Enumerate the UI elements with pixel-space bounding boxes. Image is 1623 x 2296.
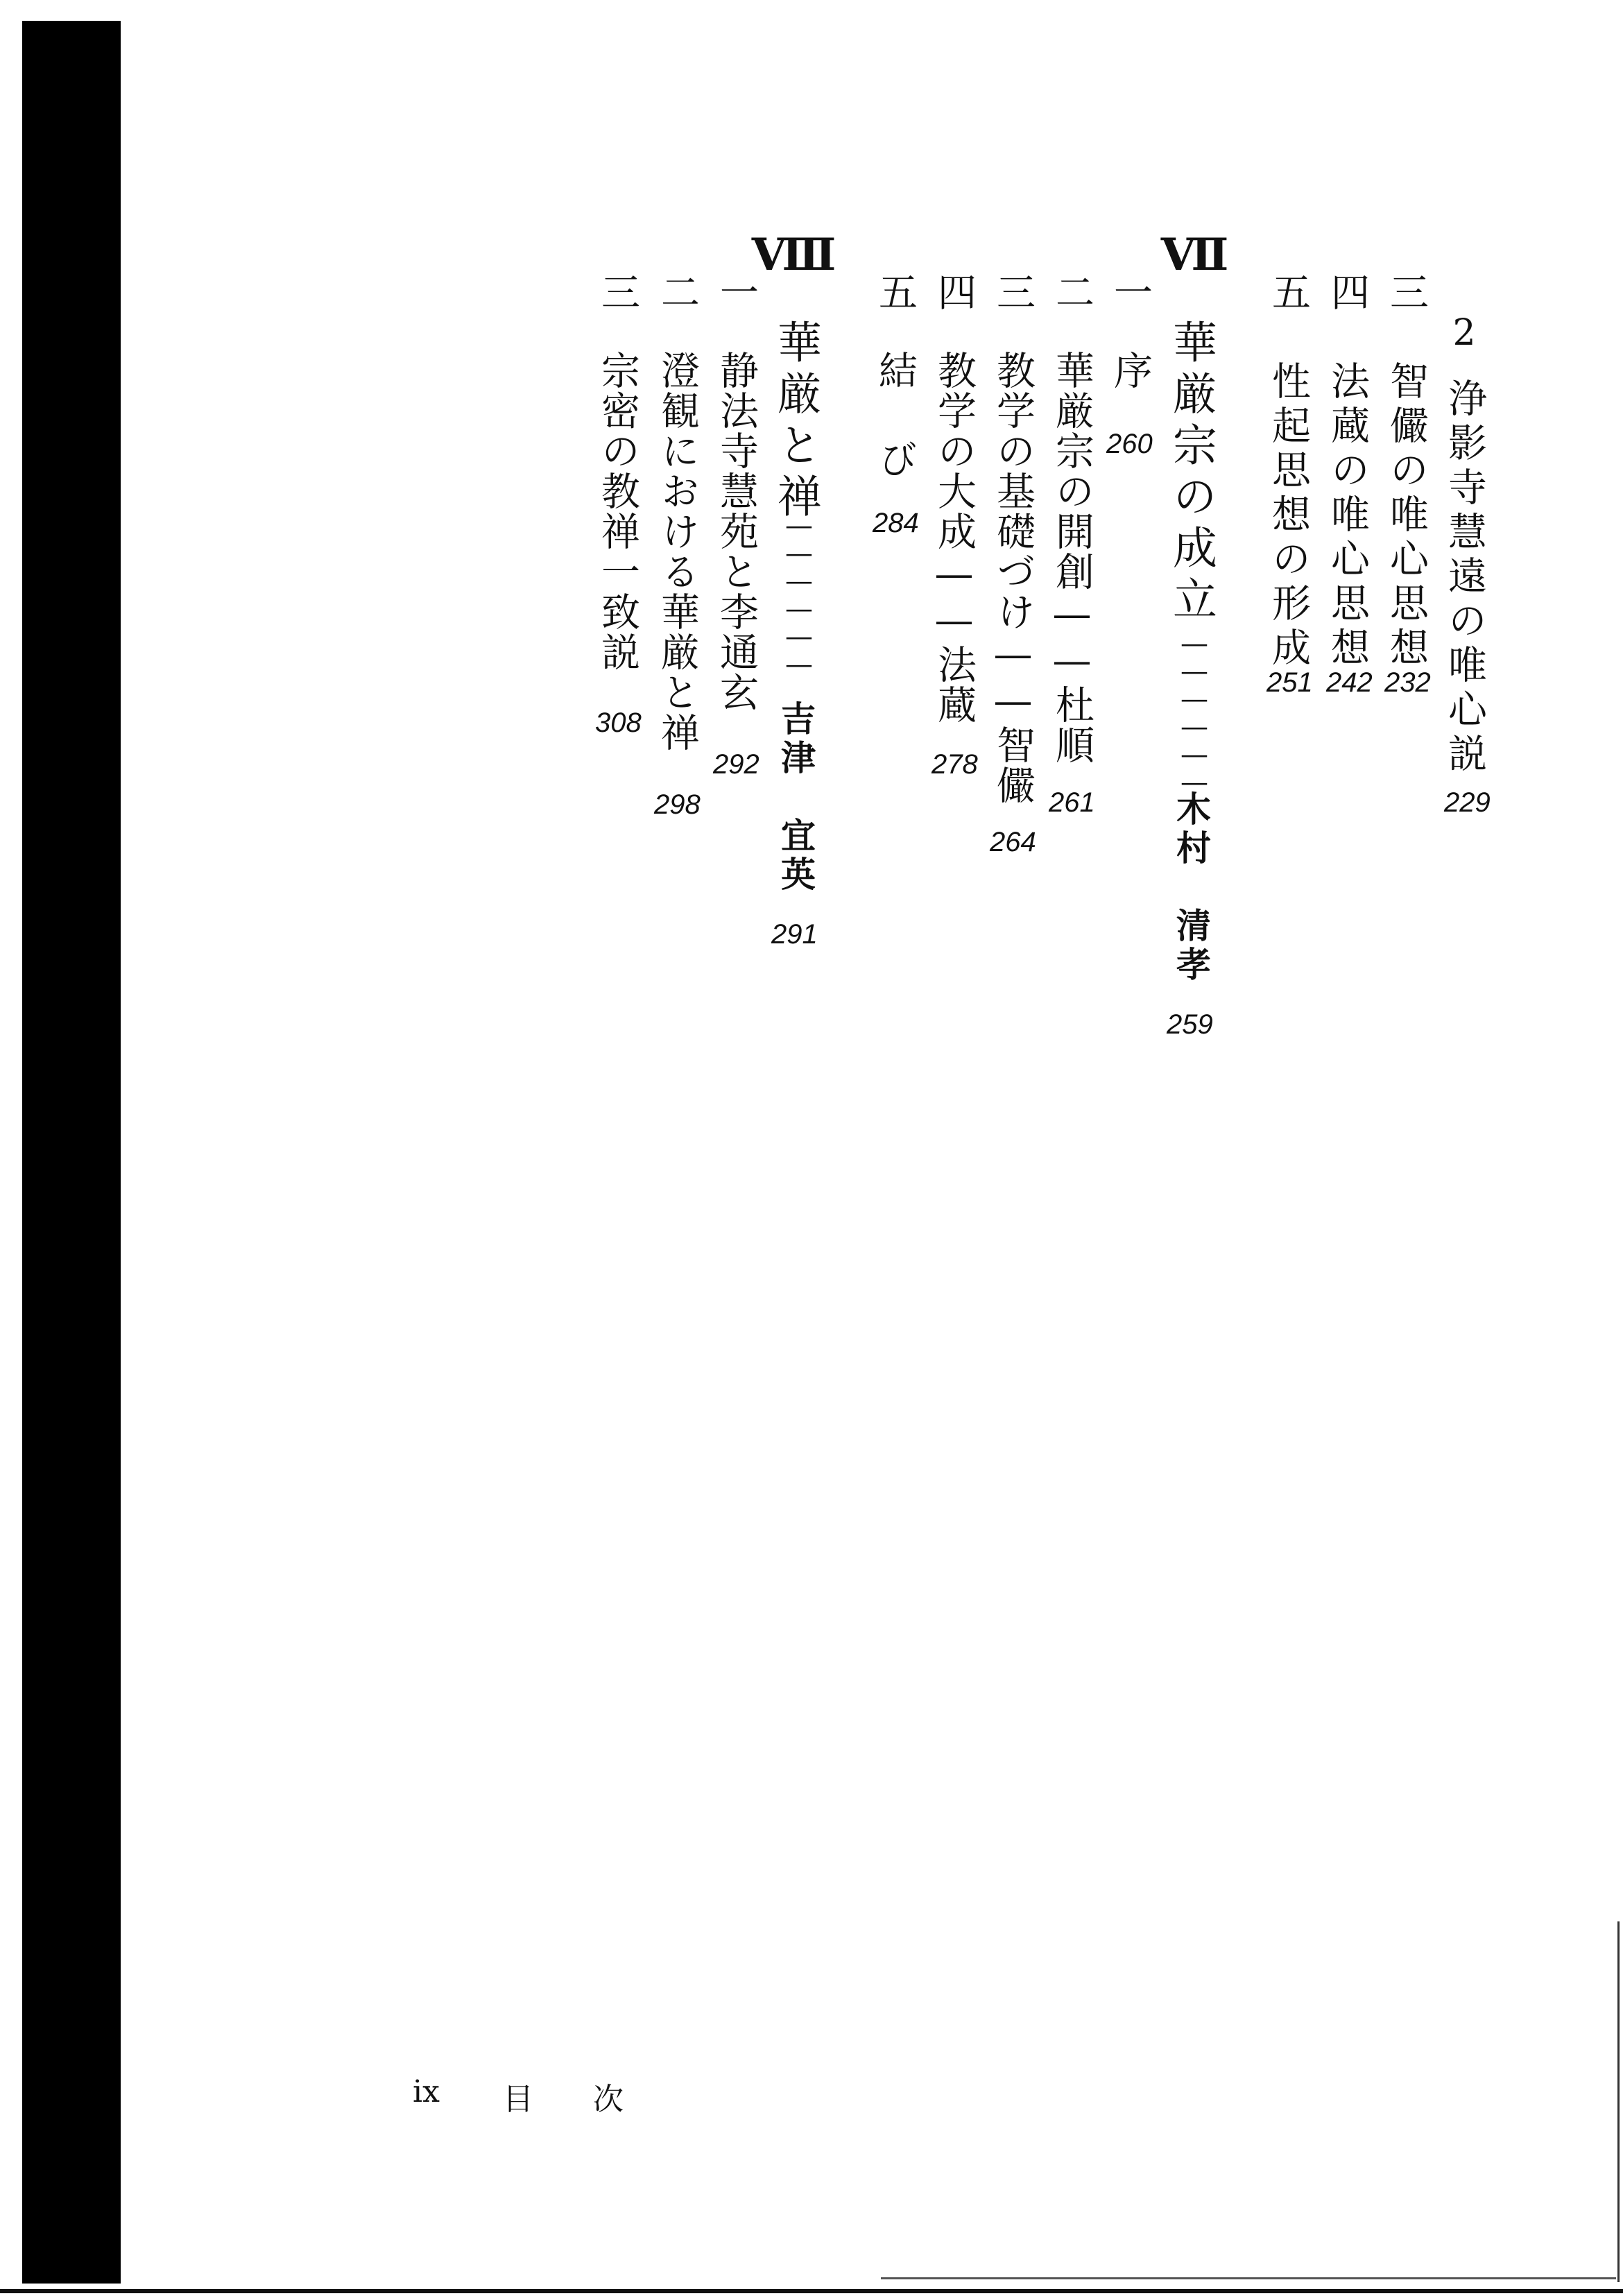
section-number: 五 [1266, 272, 1311, 316]
section-page: 308 [595, 708, 642, 738]
section-title: 序 [1108, 350, 1153, 395]
section-number: 一 [714, 272, 759, 316]
section-number: 五 [873, 272, 918, 316]
chapter-page: 259 [1167, 1009, 1213, 1040]
section-page: 298 [654, 789, 701, 820]
section-title: 教学の大成——法蔵 [931, 350, 977, 725]
chapter-title: 華厳と禅 [770, 319, 821, 524]
section-number: 四 [931, 272, 977, 316]
footer-page-numeral: ix [413, 2074, 440, 2109]
footer-running-head: 目 [503, 2082, 533, 2117]
section-title: 静法寺慧苑と李通玄 [714, 350, 759, 712]
section-number: 三 [595, 272, 640, 316]
chapter-author: 吉津 宜英 [775, 701, 816, 895]
chapter-page: 291 [771, 919, 818, 950]
section-page: 242 [1326, 667, 1373, 698]
chapter-number: Ⅶ [1169, 229, 1221, 281]
chapter-number: Ⅷ [768, 229, 820, 281]
section-title: 教学の基礎づけ——智儼 [990, 350, 1036, 805]
subsection-title: 浄影寺慧遠の唯心説 [1442, 378, 1487, 778]
chapter-leader-dash: —————— [783, 510, 815, 676]
section-title: 華厳宗の開創——杜順 [1049, 350, 1094, 765]
section-page: 278 [931, 749, 978, 780]
section-number: 四 [1325, 272, 1370, 316]
section-number: 三 [1384, 272, 1429, 316]
chapter-leader-dash: —————— [1178, 628, 1210, 794]
section-page: 264 [990, 827, 1036, 857]
chapter-title: 華厳宗の成立 [1165, 319, 1217, 627]
section-number: 三 [990, 272, 1036, 316]
section-number: 一 [1108, 272, 1153, 316]
section-page: 261 [1049, 787, 1095, 818]
section-title: 性起思想の形成 [1266, 361, 1311, 671]
footer-running-head: 次 [593, 2082, 624, 2117]
section-number: 二 [1049, 272, 1094, 316]
section-page: 292 [713, 749, 759, 780]
section-title: 結 び [873, 350, 918, 483]
section-title: 澄観における華厳と禅 [655, 350, 700, 753]
bottom-edge-line [0, 2289, 1623, 2293]
section-title: 智儼の唯心思想 [1384, 361, 1429, 671]
section-number: 二 [655, 272, 700, 316]
subsection-number: 2 [1443, 312, 1485, 354]
right-edge-line [1617, 1921, 1620, 2282]
bottom-edge-line-secondary [881, 2277, 1616, 2279]
book-spine-shadow [22, 21, 121, 2284]
chapter-author: 木村 清孝 [1171, 791, 1211, 985]
section-page: 260 [1106, 429, 1153, 459]
section-page: 284 [873, 508, 919, 538]
section-page: 232 [1384, 667, 1431, 698]
subsection-page: 229 [1444, 787, 1491, 818]
section-page: 251 [1266, 667, 1313, 698]
section-title: 宗密の教禅一致説 [595, 350, 640, 672]
section-title: 法蔵の唯心思想 [1325, 361, 1370, 671]
